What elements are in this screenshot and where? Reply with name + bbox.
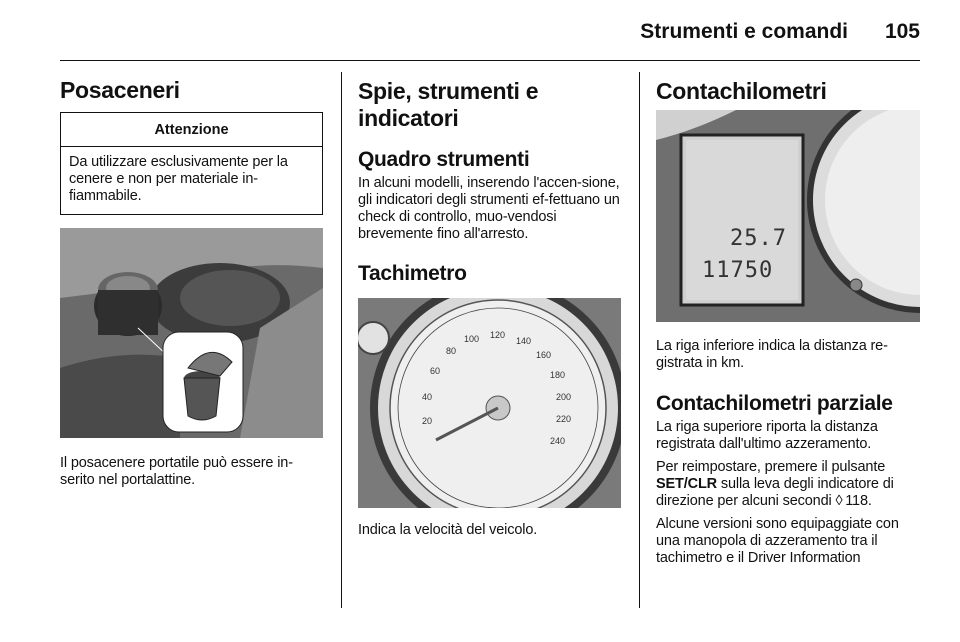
speedo-tick-labels (358, 298, 621, 508)
column-divider-1 (341, 72, 342, 608)
column-instruments (358, 70, 621, 286)
ashtray-image (60, 228, 323, 438)
subheading-trip-odometer: Contachilometri parziale (656, 392, 893, 415)
warning-title: Attenzione (61, 113, 322, 147)
speedometer-caption (358, 522, 621, 539)
total-odometer-reading: 11750 (702, 258, 774, 283)
trip-odometer-p1: La riga superiore riporta la distanza registrata dall'ultimo azzeramento. (656, 419, 878, 452)
odometer-caption-text: La riga inferiore indica la distanza re-gistrata in km. (656, 338, 888, 371)
set-clr-label: SET/CLR (656, 476, 717, 492)
p2-prefix: Per reimpostare, premere il pulsante (656, 459, 886, 475)
trip-odometer-reading: 25.7 (730, 226, 787, 251)
odometer-image (656, 110, 920, 322)
warning-text: Da utilizzare esclusivamente per la cenere e non per materiale in-fiammabile. (69, 154, 288, 204)
column-ashtray (60, 70, 323, 215)
subheading-instrument-panel: Quadro strumenti (358, 148, 530, 171)
speedo-tick-label: 60 (430, 366, 441, 376)
section-heading-odometer: Contachilometri (656, 78, 827, 104)
instrument-panel-text: In alcuni modelli, inserendo l'accen-sione, gli indicatori degli strumenti ef-fettuano un check di controllo, muo-vendosi brevemente fino all'arresto. (358, 175, 620, 242)
subheading-speedometer: Tachimetro (358, 262, 467, 285)
section-heading-ashtray: Posaceneri (60, 77, 180, 103)
ashtray-caption (60, 455, 323, 489)
speedo-tick-label: 200 (556, 392, 572, 402)
speedometer-caption-text: Indica la velocità del veicolo. (358, 522, 538, 538)
speedo-tick-label: 80 (446, 346, 457, 356)
column-divider-2 (639, 72, 640, 608)
warning-box (60, 112, 323, 215)
page-reference-icon: ◊ (835, 493, 843, 509)
trip-odometer-p2 (656, 459, 920, 510)
header-rule (60, 60, 920, 61)
warning-body (61, 147, 322, 214)
speedo-tick-label: 120 (490, 330, 506, 340)
section-heading-instruments: Spie, strumenti e indicatori (358, 78, 539, 131)
page-reference-link[interactable]: 118. (845, 493, 872, 509)
speedo-tick-label: 160 (536, 350, 552, 360)
page-number: 105 (884, 20, 920, 43)
speedo-tick-label: 140 (516, 336, 532, 346)
speedo-tick-label: 40 (422, 392, 433, 402)
trip-odometer-p3: Alcune versioni sono equipaggiate con una manopola di azzeramento tra il tachimetro e il Driver Information (656, 516, 899, 566)
speedo-tick-label: 20 (422, 416, 433, 426)
odometer-text-block (656, 338, 920, 567)
speedo-tick-label: 100 (464, 334, 480, 344)
speedo-tick-label: 180 (550, 370, 566, 380)
speedometer-image (358, 298, 621, 508)
column-odometer (656, 70, 920, 105)
page-header-title: Strumenti e comandi (640, 20, 848, 43)
ashtray-caption-text: Il posacenere portatile può essere in-serito nel portalattine. (60, 455, 293, 488)
speedo-tick-label: 220 (556, 414, 572, 424)
page-header (0, 0, 960, 60)
p2-mid: sulla leva degli indicatore di direzione per alcuni secondi (656, 476, 894, 509)
speedo-tick-label: 240 (550, 436, 566, 446)
